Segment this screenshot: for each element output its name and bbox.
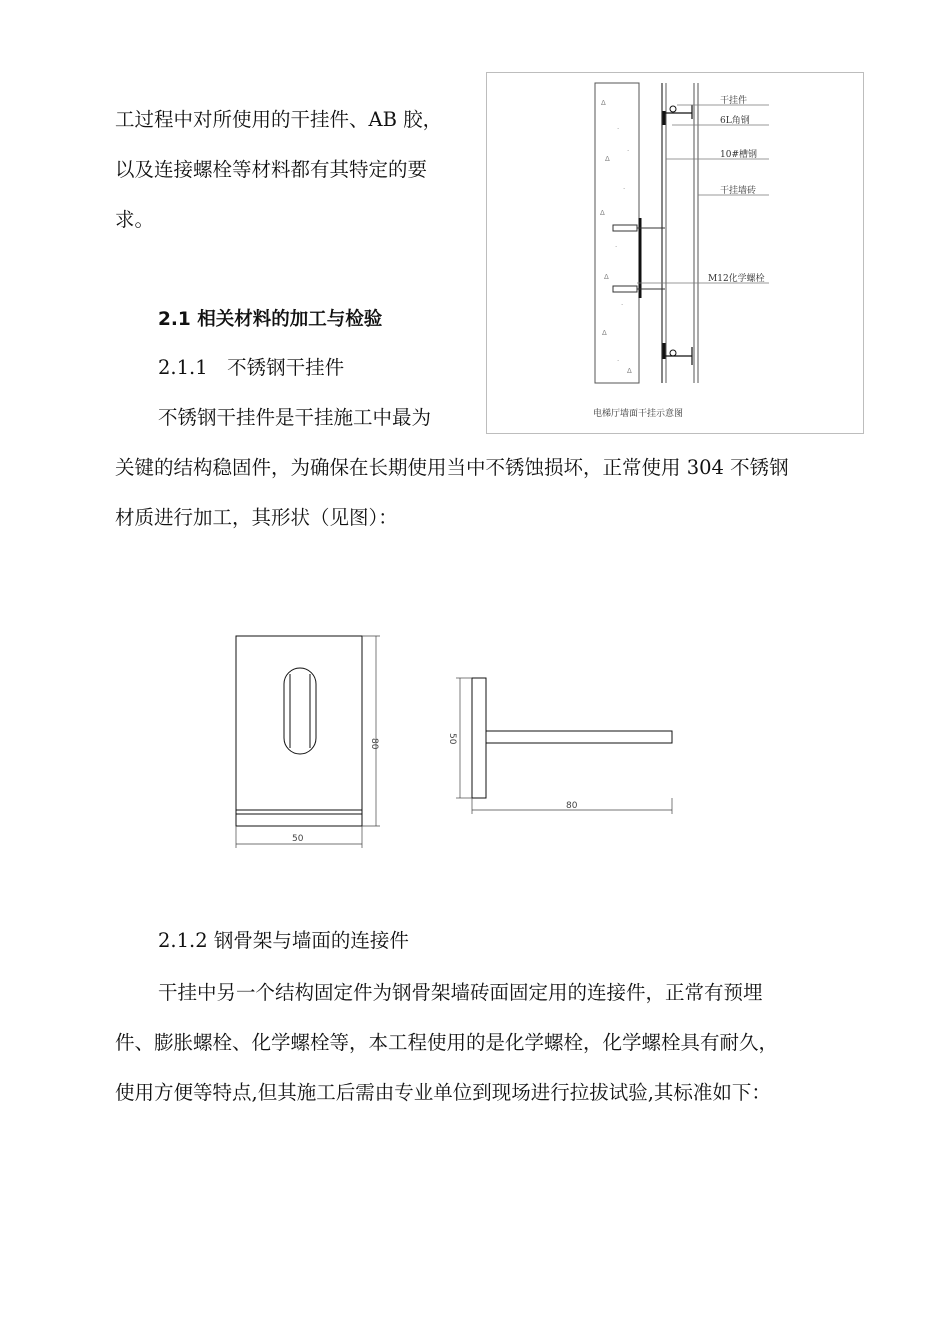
label-channel-steel: 10#槽钢	[720, 150, 757, 160]
dim-side-height: 50	[447, 733, 457, 745]
svg-text:Δ: Δ	[627, 367, 632, 375]
svg-text:·: ·	[617, 357, 620, 365]
svg-text:·: ·	[615, 243, 618, 251]
body-text-line: 不锈钢干挂件是干挂施工中最为	[158, 406, 432, 429]
body-text-line: 干挂中另一个结构固定件为钢骨架墙砖面固定用的连接件，正常有预埋	[158, 981, 763, 1004]
body-text-line: 材质进行加工，其形状（见图）：	[115, 506, 398, 529]
svg-text:·: ·	[623, 185, 626, 193]
dim-width: 50	[292, 834, 304, 844]
subsection-heading: 2.1.1 不锈钢干挂件	[158, 356, 345, 379]
svg-text:Δ: Δ	[602, 329, 607, 337]
svg-text:Δ: Δ	[605, 155, 610, 163]
body-text-line: 件、膨胀螺栓、化学螺栓等，本工程使用的是化学螺栓，化学螺栓具有耐久，	[115, 1031, 779, 1054]
figure-caption: 电梯厅墙面干挂示意图	[593, 409, 684, 419]
label-tile: 干挂墙砖	[720, 186, 757, 196]
svg-text:·: ·	[617, 125, 620, 133]
svg-text:Δ: Δ	[600, 209, 605, 217]
svg-text:·: ·	[621, 301, 624, 309]
body-text-line: 使用方便等特点,但其施工后需由专业单位到现场进行拉拔试验,其标准如下：	[115, 1081, 771, 1104]
subsection-heading: 2.1.2 钢骨架与墙面的连接件	[158, 929, 409, 952]
svg-text:Δ: Δ	[601, 99, 606, 107]
label-chemical-bolt: M12化学螺栓	[708, 274, 765, 284]
body-text-line: 以及连接螺栓等材料都有其特定的要	[115, 158, 428, 181]
label-angle-steel: 6L角钢	[720, 116, 750, 126]
label-hanger: 干挂件	[720, 96, 748, 106]
dim-height: 80	[369, 738, 379, 750]
section-heading: 2.1 相关材料的加工与检验	[158, 309, 383, 330]
wall-hanging-diagram	[486, 72, 864, 434]
bracket-drawing	[228, 628, 688, 853]
body-text-line: 关键的结构稳固件，为确保在长期使用当中不锈蚀损坏，正常使用 304 不锈钢	[115, 456, 789, 479]
dim-side-length: 80	[566, 801, 578, 811]
svg-text:Δ: Δ	[604, 273, 609, 281]
body-text-line: 求。	[115, 208, 155, 231]
svg-text:·: ·	[627, 147, 630, 155]
body-text-line: 工过程中对所使用的干挂件、AB 胶，	[115, 108, 443, 131]
